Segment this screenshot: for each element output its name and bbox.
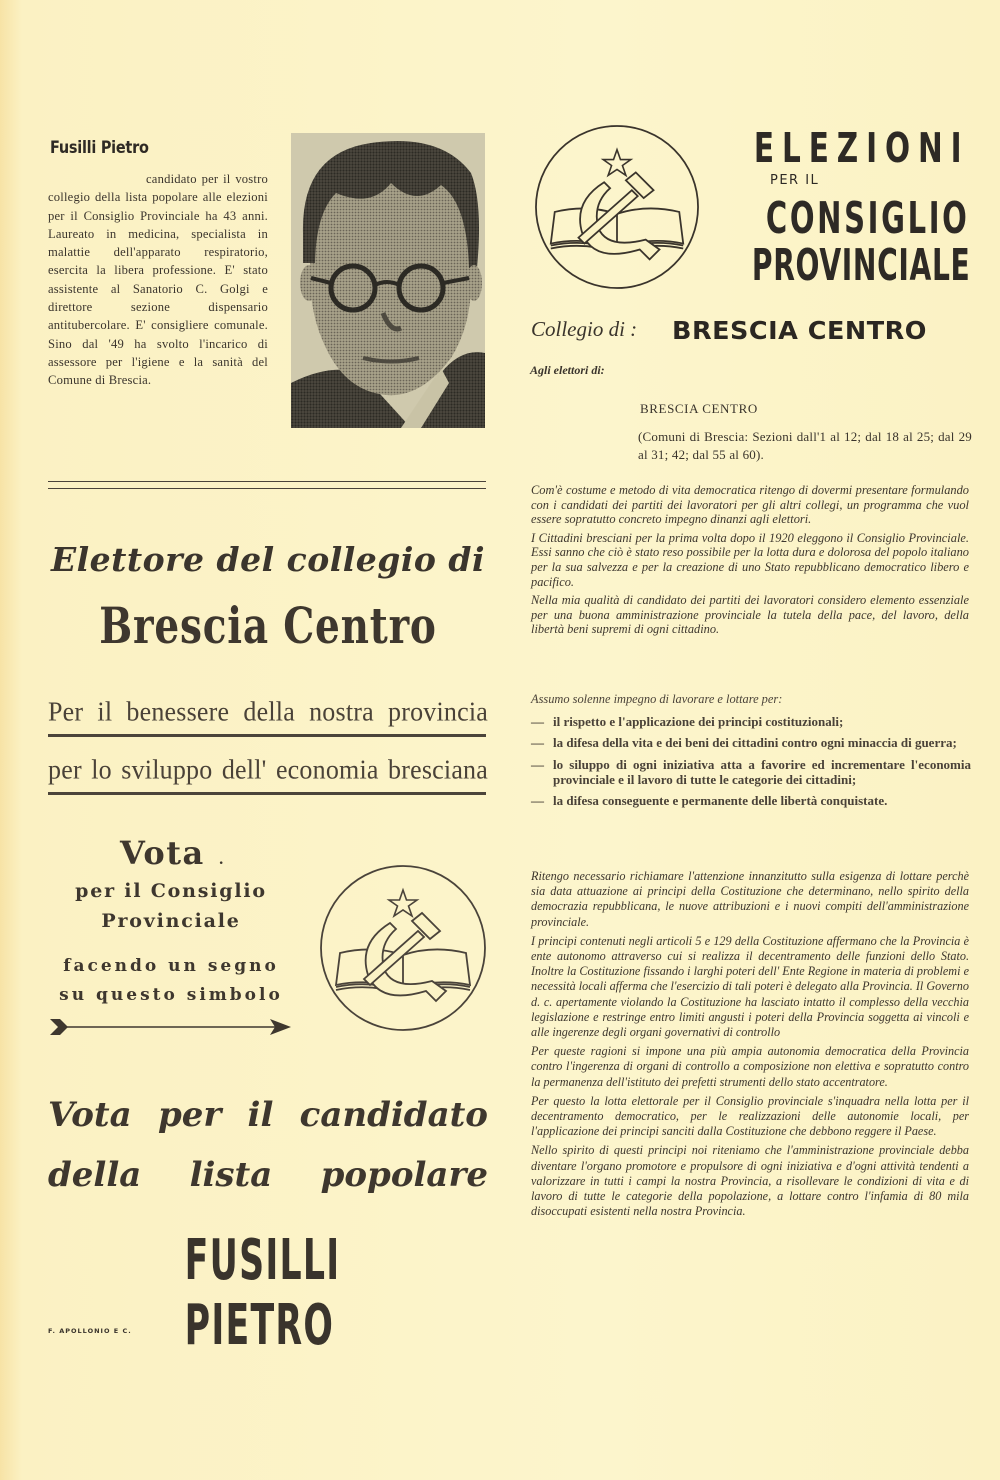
title-consiglio: CONSIGLIO — [766, 193, 970, 244]
appeal-heading: Elettore del collegio di — [50, 540, 486, 579]
zone-name: BRESCIA CENTRO — [640, 401, 758, 416]
pledge-list — [531, 714, 971, 814]
slogan-underline — [48, 734, 486, 737]
portrait-icon — [291, 133, 485, 428]
slogan-sviluppo: per lo sviluppo dell' economia bresciana — [48, 754, 488, 785]
divider-rule — [48, 488, 486, 489]
candidate-photo — [291, 133, 485, 428]
pledge-intro: Assumo solenne impegno di lavorare e lottare per: — [531, 692, 783, 706]
program-paragraph: Per queste ragioni si impone una più ampia autonomia democratica della Provincia contro l'ingerenza di organi di controllo a composizione non elettiva e sopratutto contro la permanenza dell'istituto dei prefetti strumenti dello stato accentratore. — [531, 1044, 969, 1089]
vote-candidate-line: Vota per il candidato — [48, 1095, 488, 1135]
title-per-il: PER IL — [770, 173, 820, 188]
program-paragraph: Com'è costume e metodo di vita democratica ritengo di dovermi presentare formulando con i candidati dei partiti dei lavoratori per gli altri collegi, un programma che vuol essere sopratutto concreto impegno dinanzi agli elettori. — [531, 483, 969, 527]
hammer-sickle-emblem-icon — [318, 863, 488, 1033]
program-paragraph: Nella mia qualità di candidato dei partiti dei lavoratori considero elemento essenziale per una buona amministrazione provinciale la tutela della pace, del lavoro, della libertà beni supremi di ogni cittadino. — [531, 593, 969, 637]
zone-description: (Comuni di Brescia: Sezioni dall'1 al 12; dal 18 al 25; dal 29 al 31; 42; dal 55 al 60). — [638, 429, 972, 462]
dash-bullet-icon: — — [531, 793, 544, 809]
title-elezioni: ELEZIONI — [754, 124, 970, 172]
arrow-right-icon — [48, 1016, 293, 1038]
program-intro — [531, 483, 969, 641]
candidate-name-large: FUSILLI PIETRO — [184, 1228, 341, 1358]
pledge-item: — il rispetto e l'applicazione dei principi costituzionali; — [531, 714, 844, 729]
program-paragraph: I Cittadini bresciani per la prima volta dopo il 1920 eleggono il Consiglio Provinciale. Essi sanno che ciò è stato reso possibile per la lotta dura e dolorosa del popolo italiano per la sua salvezza e per la creazione di uno Stato repubblicano democratico libero e pacifico. — [531, 530, 969, 589]
dash-bullet-icon: — — [531, 756, 544, 772]
dash-bullet-icon: — — [531, 714, 544, 729]
vota-heading: Vota . — [120, 834, 226, 872]
dash-bullet-icon: — — [531, 735, 544, 751]
program-paragraph: Ritengo necessario richiamare l'attenzione innanzitutto sulla esigenza di lottare perchè sia data attuazione ai principi della Costituzione che determinano, nello spirito della democrazia repubblicana, le nuove attribuzioni e i nuovi compiti dell'amministrazione provinciale. — [531, 869, 969, 929]
party-emblem-top — [533, 123, 701, 291]
agli-elettori-label: Agli elettori di: — [530, 363, 605, 377]
collegio-value: BRESCIA CENTRO — [672, 316, 927, 345]
slogan-underline — [48, 792, 486, 795]
collegio-label: Collegio di : — [531, 317, 638, 341]
candidate-name: Fusilli Pietro — [50, 138, 149, 158]
vota-line: Provinciale — [101, 910, 241, 932]
vota-line: facendo un segno — [63, 956, 279, 976]
pledge-item: — la difesa della vita e dei beni dei cittadini contro ogni minaccia di guerra; — [531, 735, 957, 751]
vote-candidate-line: della lista popolare — [48, 1155, 488, 1195]
slogan-benessere: Per il benessere della nostra provincia — [48, 696, 488, 727]
program-paragraph: Per questo la lotta elettorale per il Consiglio provinciale s'inquadra nella lotta per il decentramento democratico, per le realizzazioni delle autonomie locali, per l'applicazione dei principi sanciti dalla Costituzione che debbono reggere il Paese. — [531, 1093, 969, 1139]
bio-first-line: candidato per il — [146, 172, 231, 186]
candidate-bio — [48, 170, 268, 390]
title-provinciale: PROVINCIALE — [751, 240, 970, 291]
program-paragraph: I principi contenuti negli articoli 5 e 129 della Costituzione affermano che la Provincia è ente autonomo attraverso cui si realizza il decentramento delle funzioni dello Stato. Inoltre la Costituzione fissando i larghi poteri dell' Ente Regione in materia di problemi e necessità locali afferma che l'esercizio di tali poteri è delegato alla Provincia. Il Governo d. c. apertamente violando la Costituzione ha lasciato intatto il complesso della vecchia legislazione e restringe entro limiti angusti i poteri della Provincia soggetta ai vincoli e alle ingerenze degli organi governativi di controllo — [531, 933, 969, 1040]
divider-rule — [48, 481, 486, 482]
program-paragraph: Nello spirito di questi principi noi riteniamo che l'amministrazione provinciale debba diventare l'organo promotore e propulsore di ogni iniziativa e d'ogni attività tendenti a valorizzare in tutti i campi la nostra Provincia, a risollevare le condizioni di vita e di lavoro di tutte le categorie della popolazione, a lottare contro l'infamia di 80 mila disoccupati esistenti nella nostra Provincia. — [531, 1143, 969, 1219]
bio-text: vostro collegio della lista popolare alle elezioni per il Consiglio Provinciale ha 43 anni. Laureato in medicina, specialista in malattie dell'apparato respiratorio, esercita la libera professione. E' stato assistente al Sanatorio C. Golgi e direttore sezione dispensario antitubercolare. E' consigliere comunale. Sino dal '49 ha svolto l'incarico di assessore per l'igiene e la sanità del Comune di Brescia. — [48, 172, 268, 388]
appeal-collegio: Brescia Centro — [99, 596, 437, 655]
vota-line: per il Consiglio — [75, 880, 267, 902]
program-body — [531, 869, 969, 1223]
hammer-sickle-emblem-icon — [533, 123, 701, 291]
vota-line: su questo simbolo — [59, 985, 283, 1005]
party-emblem-vote — [318, 863, 488, 1033]
pledge-item: — la difesa conseguente e permanente delle libertà conquistate. — [531, 793, 888, 809]
pledge-item: — lo siluppo di ogni iniziativa atta a favorire ed incrementare l'economia provinciale e il lavoro di tutte le categorie dei cittadini; — [531, 756, 971, 787]
printer-imprint: F. APOLLONIO E C. — [48, 1327, 132, 1335]
